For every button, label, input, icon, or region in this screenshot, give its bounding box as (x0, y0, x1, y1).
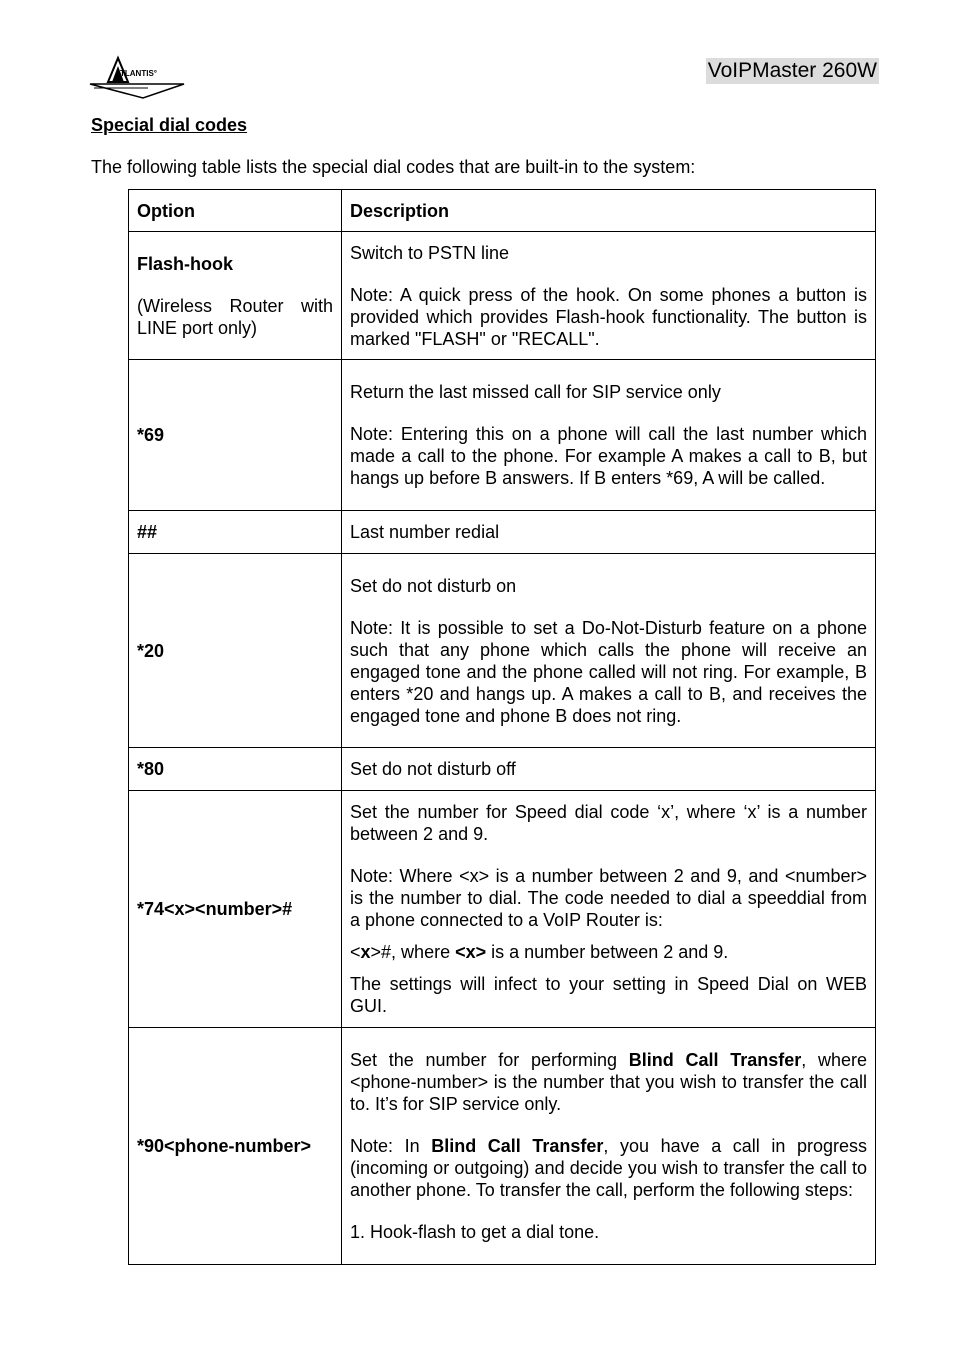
description-text: Set the number for performing Blind Call Transfer, where <phone-number> is the number that you wish to transfer the call to. It’s for SIP service only. (350, 1050, 868, 1114)
section-title: Special dial codes (91, 115, 248, 135)
table-row (129, 511, 876, 554)
table-row (129, 360, 876, 511)
description-note: Note: In Blind Call Transfer, you have a call in progress (incoming or outgoing) and decide you wish to transfer the call to another phone. To transfer the call, perform the following steps: (350, 1136, 867, 1200)
option-code: *74<x><number># (129, 791, 342, 1028)
table-header-row (129, 190, 876, 232)
option-code: *90<phone-number> (129, 1028, 342, 1265)
svg-text:TLANTIS°: TLANTIS° (120, 69, 157, 78)
header-option: Option (129, 190, 342, 232)
option-code: *80 (129, 748, 342, 791)
table-row (129, 1028, 876, 1265)
description-note: Note: It is possible to set a Do-Not-Disturb feature on a phone such that any phone which calls the phone will receive an engaged tone and the phone called will not ring. For example, B enters *20 and hangs up. A makes a call to B, and receives the engaged tone and phone B does not ring. (350, 617, 867, 726)
description-code-format: <x>#, where <x> is a number between 2 and 9. (350, 942, 729, 962)
option-code: Flash-hook (137, 253, 234, 274)
description-note: Note: A quick press of the hook. On some phones a button is provided which provides Flash-hook functionality. The button is marked "FLASH" or "RECALL". (350, 284, 867, 349)
description-step: 1. Hook-flash to get a dial tone. (350, 1222, 600, 1242)
intro-text: The following table lists the special dial codes that are built-in to the system: (91, 157, 696, 177)
option-note: (Wireless Router with LINE port only) (137, 295, 333, 338)
option-code: *69 (129, 360, 342, 511)
option-code: *20 (129, 554, 342, 748)
description-cell (342, 791, 876, 1028)
header-description: Description (342, 190, 876, 232)
table-row (129, 748, 876, 791)
table-row (129, 791, 876, 1028)
description-text: Set do not disturb off (342, 748, 876, 791)
description-text: Set the number for Speed dial code ‘x’, where ‘x’ is a number between 2 and 9. (350, 802, 867, 844)
description-cell (342, 1028, 876, 1265)
option-cell (129, 232, 342, 360)
dial-codes-table (128, 189, 876, 1265)
table-row (129, 232, 876, 360)
option-code: ## (129, 511, 342, 554)
description-setting-note: The settings will infect to your setting in Speed Dial on WEB GUI. (350, 974, 867, 1016)
description-cell (342, 360, 876, 511)
table-row (129, 554, 876, 748)
description-note: Note: Entering this on a phone will call the last number which made a call to the phone. For example A makes a call to B, but hangs up before B answers. If B enters *69, A will be called. (350, 424, 867, 488)
description-note: Note: Where <x> is a number between 2 and 9, and <number> is the number to dial. The code needed to dial a speeddial from a phone connected to a VoIP Router is: (350, 866, 867, 930)
product-title: VoIPMaster 260W (707, 59, 877, 82)
description-text: Switch to PSTN line (350, 242, 510, 263)
description-text: Set do not disturb on (350, 575, 517, 596)
description-cell (342, 232, 876, 360)
description-cell (342, 554, 876, 748)
description-text: Return the last missed call for SIP service only (350, 382, 721, 402)
description-text: Last number redial (342, 511, 876, 554)
atlantis-logo (88, 54, 188, 100)
